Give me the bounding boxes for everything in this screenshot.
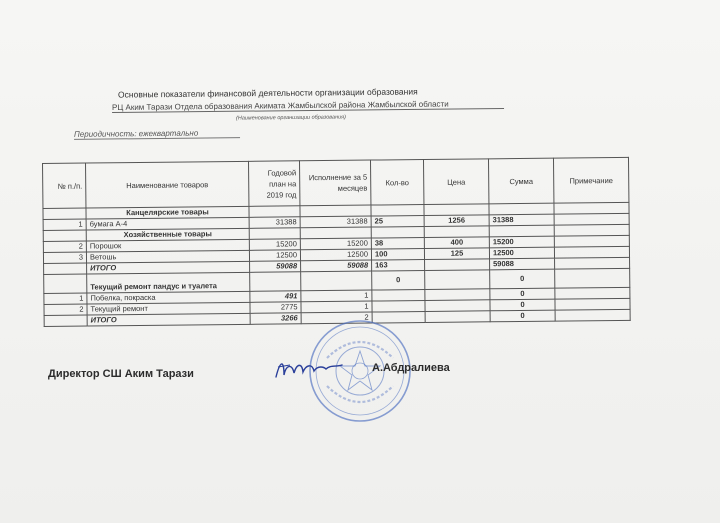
cell-exec: 12500 xyxy=(300,249,371,261)
cell-exec: 31388 xyxy=(300,216,371,228)
cell-qty: 25 xyxy=(371,216,424,228)
cell-num: 3 xyxy=(43,252,86,263)
cell-name: Текущий ремонт xyxy=(87,302,250,315)
financial-table-wrap xyxy=(42,157,631,327)
header-qty: Кол-во xyxy=(370,160,423,206)
header-num: № п./п. xyxy=(43,163,86,208)
header-sum: Сумма xyxy=(488,158,553,204)
cell-price: 1256 xyxy=(424,215,489,227)
director-name: А.Абдралиева xyxy=(372,362,450,374)
organization-note: (Наименование организации образования) xyxy=(235,114,346,122)
cell-exec: 15200 xyxy=(300,238,371,250)
section-repair: Текущий ремонт пандус и туалета xyxy=(87,272,250,293)
financial-table xyxy=(42,157,631,327)
document-title: Основные показатели финансовой деятельности организации образования xyxy=(117,86,418,100)
cell-name: Порошок xyxy=(86,239,249,252)
cell-num: 1 xyxy=(44,293,87,304)
cell-total-sum: 59088 xyxy=(490,258,555,270)
cell-total-sum: 0 xyxy=(490,310,555,322)
header-exec: Исполнение за 5 месяцев xyxy=(299,160,370,206)
cell-exec: 1 xyxy=(301,301,372,313)
cell-name: Побелка, покраска xyxy=(87,291,250,304)
cell-plan: 15200 xyxy=(249,239,300,251)
cell-sum: 15200 xyxy=(489,236,554,248)
header-name: Наименование товаров xyxy=(86,161,249,208)
cell-sum: 31388 xyxy=(489,214,554,226)
cell-price: 125 xyxy=(424,248,489,260)
cell-qty: 0 xyxy=(372,270,425,290)
header-note: Примечание xyxy=(553,157,628,203)
cell-name: бумага А-4 xyxy=(86,217,249,230)
organization-name: РЦ Аким Тарази Отдела образования Акимата Жамбылской района Жамбылской области xyxy=(112,99,504,113)
cell-qty: 38 xyxy=(371,238,424,250)
cell-sum: 0 xyxy=(490,288,555,300)
cell-exec: 1 xyxy=(301,290,372,302)
table-header-row xyxy=(43,157,629,208)
cell-total-qty: 163 xyxy=(372,259,425,271)
cell-plan: 12500 xyxy=(249,250,300,262)
cell-plan: 491 xyxy=(250,291,301,303)
cell-total-plan: 3266 xyxy=(250,313,301,325)
section-office: Канцелярские товары xyxy=(86,206,249,219)
cell-sum: 12500 xyxy=(489,247,554,259)
cell-plan: 31388 xyxy=(249,217,300,229)
cell-total-exec: 2 xyxy=(301,312,372,324)
director-label: Директор СШ Аким Тарази xyxy=(48,368,194,380)
cell-plan: 2775 xyxy=(250,302,301,314)
periodicity: Периодичность: ежеквартально xyxy=(74,128,240,140)
cell-num: 1 xyxy=(43,219,86,230)
cell-total-exec: 59088 xyxy=(301,260,372,272)
header-price: Цена xyxy=(423,159,488,205)
cell-total-label: ИТОГО xyxy=(87,261,250,274)
cell-total-label: ИТОГО xyxy=(87,313,250,326)
cell-num: 2 xyxy=(43,241,86,252)
cell-qty: 100 xyxy=(371,249,424,261)
cell-sum: 0 xyxy=(490,269,555,289)
section-household: Хозяйственные товары xyxy=(86,228,249,241)
signature-icon xyxy=(272,355,352,385)
header-plan: Годовой план на 2019 год xyxy=(248,161,299,207)
cell-sum: 0 xyxy=(490,299,555,311)
cell-total-plan: 59088 xyxy=(250,261,301,273)
cell-price: 400 xyxy=(424,237,489,249)
cell-name: Ветошь xyxy=(86,250,249,263)
cell-num: 2 xyxy=(44,304,87,315)
